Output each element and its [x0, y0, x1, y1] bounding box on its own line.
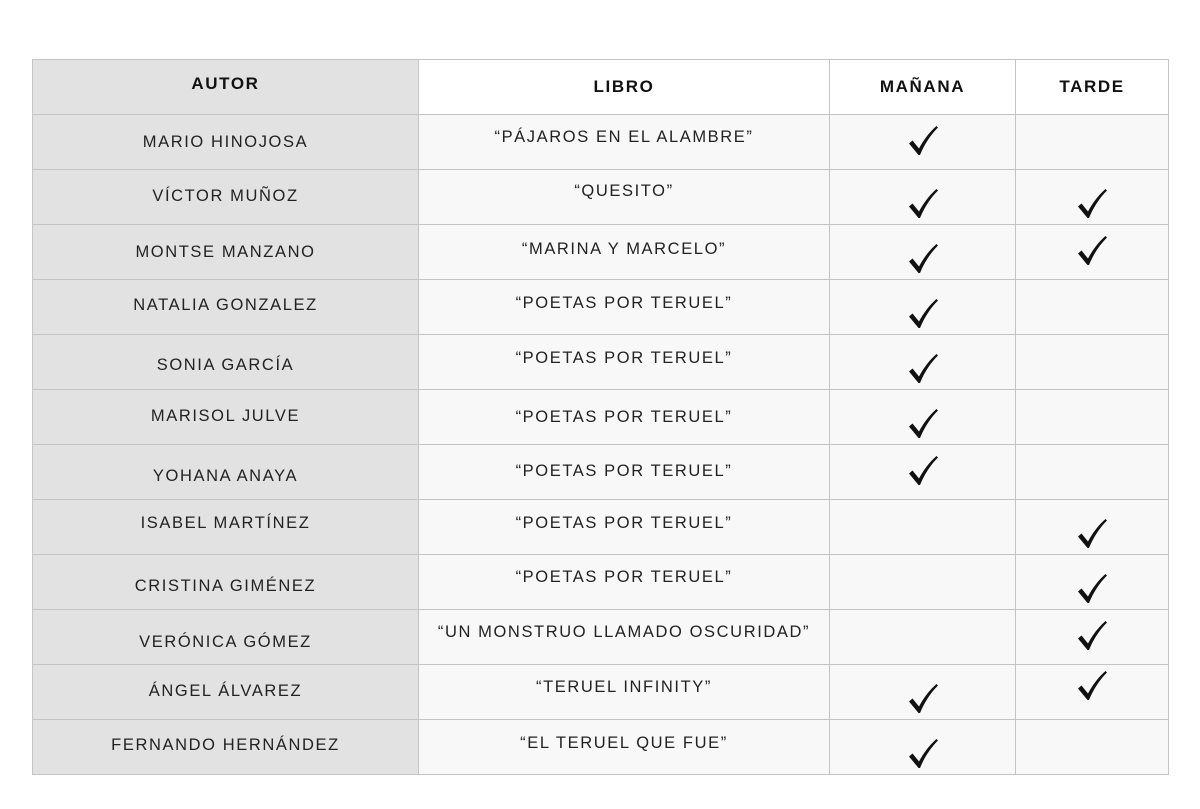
manana-cell	[830, 225, 1016, 280]
autor-cell: MARIO HINOJOSA	[33, 115, 419, 170]
tarde-check-wrap	[1016, 225, 1168, 279]
tarde-cell	[1016, 390, 1169, 445]
autor-cell: ÁNGEL ÁLVAREZ	[33, 665, 419, 720]
table-row	[33, 225, 1169, 280]
autor-cell: ISABEL MARTÍNEZ	[33, 500, 419, 555]
checkmark-icon	[1074, 187, 1110, 223]
manana-check-wrap	[830, 390, 1015, 444]
manana-check-wrap	[830, 225, 1015, 279]
checkmark-icon	[1074, 669, 1110, 705]
libro-cell: “POETAS POR TERUEL”	[419, 500, 830, 555]
manana-check-wrap	[830, 720, 1015, 774]
tarde-cell	[1016, 610, 1169, 665]
manana-cell	[830, 445, 1016, 500]
autor-cell: SONIA GARCÍA	[33, 335, 419, 390]
libro-cell: “UN MONSTRUO LLAMADO OSCURIDAD”	[419, 610, 830, 665]
checkmark-icon	[905, 682, 941, 718]
checkmark-icon	[905, 124, 941, 160]
tarde-cell	[1016, 170, 1169, 225]
checkmark-icon	[905, 297, 941, 333]
tarde-header: TARDE	[1016, 60, 1169, 115]
manana-cell	[830, 335, 1016, 390]
manana-cell	[830, 170, 1016, 225]
tarde-cell	[1016, 445, 1169, 500]
libro-header: LIBRO	[419, 60, 830, 115]
manana-cell	[830, 500, 1016, 555]
tarde-check-wrap	[1016, 170, 1168, 224]
tarde-cell	[1016, 115, 1169, 170]
manana-check-wrap	[830, 170, 1015, 224]
table-row	[33, 115, 1169, 170]
table-row	[33, 720, 1169, 775]
autor-cell: MONTSE MANZANO	[33, 225, 419, 280]
manana-cell	[830, 115, 1016, 170]
autor-cell: VÍCTOR MUÑOZ	[33, 170, 419, 225]
checkmark-icon	[1074, 572, 1110, 608]
manana-cell	[830, 280, 1016, 335]
libro-cell: “POETAS POR TERUEL”	[419, 280, 830, 335]
checkmark-icon	[905, 242, 941, 278]
autor-cell: YOHANA ANAYA	[33, 445, 419, 500]
table-row	[33, 500, 1169, 555]
table-row	[33, 665, 1169, 720]
autor-cell: NATALIA GONZALEZ	[33, 280, 419, 335]
checkmark-icon	[905, 737, 941, 773]
manana-check-wrap	[830, 665, 1015, 719]
checkmark-icon	[905, 407, 941, 443]
manana-check-wrap	[830, 280, 1015, 334]
table-row	[33, 445, 1169, 500]
autor-cell: MARISOL JULVE	[33, 390, 419, 445]
libro-cell: “POETAS POR TERUEL”	[419, 445, 830, 500]
schedule-table	[32, 59, 1169, 775]
table-row	[33, 335, 1169, 390]
tarde-cell	[1016, 335, 1169, 390]
tarde-cell	[1016, 500, 1169, 555]
libro-cell: “EL TERUEL QUE FUE”	[419, 720, 830, 775]
manana-check-wrap	[830, 445, 1015, 499]
autor-cell: FERNANDO HERNÁNDEZ	[33, 720, 419, 775]
libro-cell: “TERUEL INFINITY”	[419, 665, 830, 720]
libro-cell: “QUESITO”	[419, 170, 830, 225]
table-row	[33, 610, 1169, 665]
table-row	[33, 555, 1169, 610]
manana-cell	[830, 720, 1016, 775]
checkmark-icon	[1074, 619, 1110, 655]
manana-cell	[830, 390, 1016, 445]
checkmark-icon	[905, 187, 941, 223]
tarde-check-wrap	[1016, 610, 1168, 664]
checkmark-icon	[905, 352, 941, 388]
manana-check-wrap	[830, 115, 1015, 169]
checkmark-icon	[1074, 517, 1110, 553]
libro-cell: “PÁJAROS EN EL ALAMBRE”	[419, 115, 830, 170]
libro-cell: “MARINA Y MARCELO”	[419, 225, 830, 280]
manana-cell	[830, 665, 1016, 720]
table-row	[33, 280, 1169, 335]
autor-cell: VERÓNICA GÓMEZ	[33, 610, 419, 665]
tarde-cell	[1016, 665, 1169, 720]
checkmark-icon	[1074, 234, 1110, 270]
manana-cell	[830, 610, 1016, 665]
tarde-cell	[1016, 280, 1169, 335]
tarde-cell	[1016, 555, 1169, 610]
libro-cell: “POETAS POR TERUEL”	[419, 335, 830, 390]
manana-header: MAÑANA	[830, 60, 1016, 115]
tarde-check-wrap	[1016, 500, 1168, 554]
tarde-cell	[1016, 225, 1169, 280]
manana-cell	[830, 555, 1016, 610]
header-row	[33, 60, 1169, 115]
tarde-cell	[1016, 720, 1169, 775]
libro-cell: “POETAS POR TERUEL”	[419, 390, 830, 445]
tarde-check-wrap	[1016, 665, 1168, 719]
schedule-body	[33, 115, 1169, 775]
table-row	[33, 390, 1169, 445]
libro-cell: “POETAS POR TERUEL”	[419, 555, 830, 610]
table-row	[33, 170, 1169, 225]
tarde-check-wrap	[1016, 555, 1168, 609]
autor-header: AUTOR	[33, 60, 419, 115]
manana-check-wrap	[830, 335, 1015, 389]
checkmark-icon	[905, 454, 941, 490]
autor-cell: CRISTINA GIMÉNEZ	[33, 555, 419, 610]
